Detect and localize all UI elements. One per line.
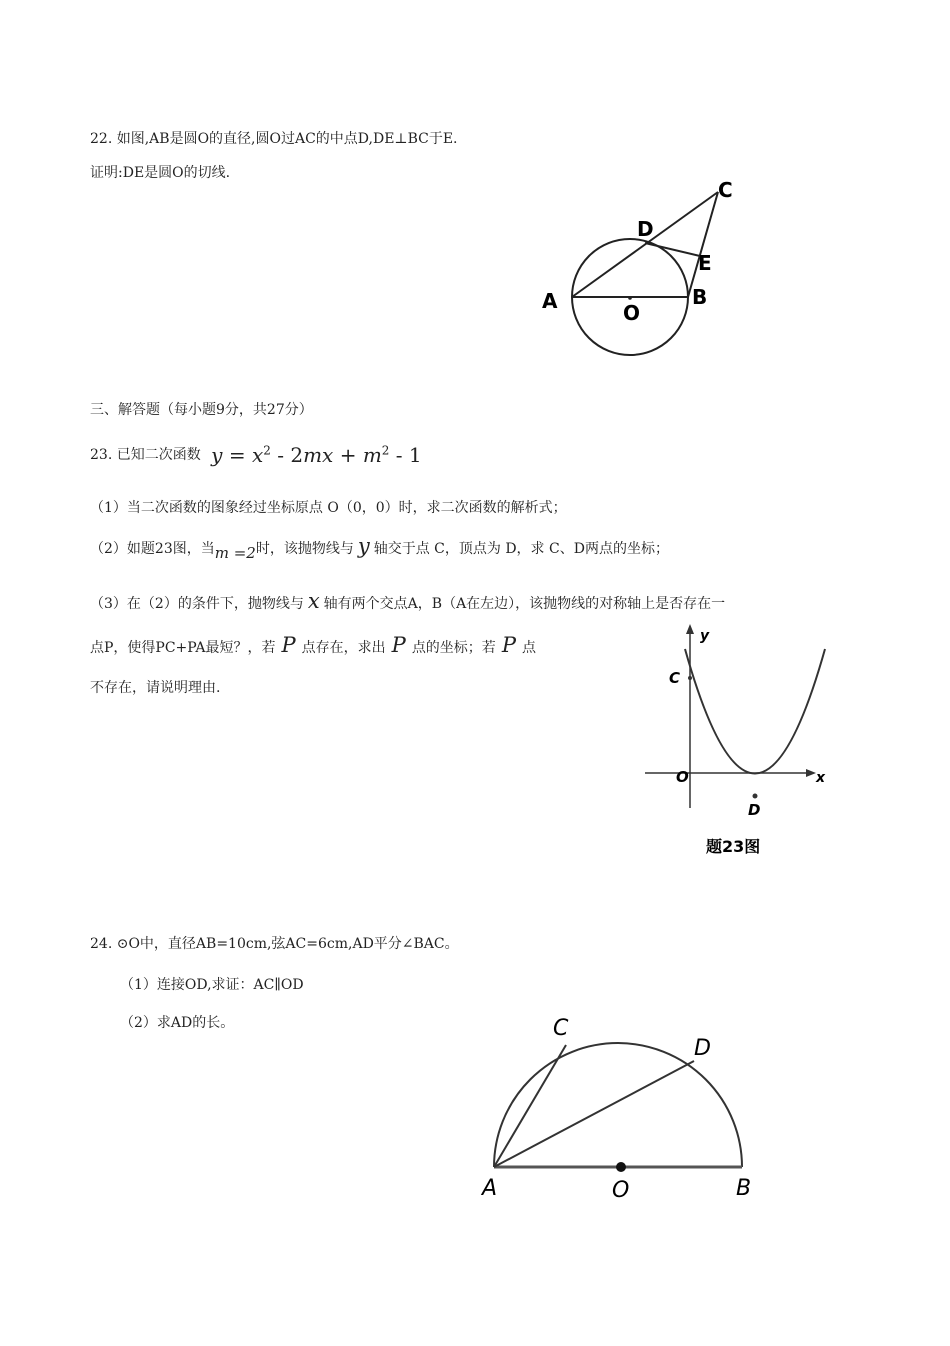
axis-label-y: y (700, 628, 710, 644)
chord-ad (494, 1061, 694, 1167)
axis-label-x: x (816, 770, 826, 786)
label-a: A (542, 289, 558, 313)
q23-intro (90, 440, 422, 467)
q23-part3-end: 不存在，请说明理由. (90, 680, 221, 696)
q23-formula: $y = x^2 - 2mx + m^2 - 1$ (211, 443, 422, 467)
label-b: B (736, 1176, 752, 1201)
figure-caption: 题23图 (706, 837, 761, 856)
label-c: C (669, 669, 681, 687)
label-c: C (553, 1016, 569, 1041)
vertex-d (753, 794, 758, 799)
var-p: P (391, 633, 406, 657)
parabola (685, 649, 825, 774)
q22-figure (530, 170, 750, 360)
q23-part2: （2）如题23图，当m =2时，该抛物线与 y 轴交于点 C，顶点为 D，求 C、D两点的坐标； (90, 534, 669, 562)
var-x: x (307, 589, 320, 613)
label-d: D (748, 801, 761, 819)
q23-part3: （3）在（2）的条件下，抛物线与 x 轴有两个交点A，B（A在左边），该抛物线的对称轴上是否存在一 (90, 589, 726, 613)
center-dot (628, 296, 632, 300)
q23-part1: （1）当二次函数的图象经过坐标原点 O（0，0）时，求二次函数的解析式； (90, 500, 567, 516)
segment-de (645, 243, 700, 256)
q24-part2: （2）求AD的长。 (120, 1015, 235, 1031)
q22-prove: 证明:DE是圆O的切线. (90, 165, 231, 181)
x-arrow (806, 769, 816, 777)
point-c (688, 676, 692, 680)
q24-statement: 24. ⊙O中，直径AB=10cm,弦AC=6cm,AD平分∠BAC。 (90, 936, 459, 952)
label-d: D (694, 1036, 711, 1061)
m-equals-2: m =2 (214, 544, 256, 562)
label-a: A (482, 1176, 498, 1201)
segment-ac (572, 192, 718, 297)
var-p: P (501, 633, 516, 657)
q23-part3-cont: 点P，使得PC+PA最短？，若 P 点存在，求出 P 点的坐标；若 P 点 (90, 633, 536, 657)
q22-statement: 22. 如图,AB是圆O的直径,圆O过AC的中点D,DE⊥BC于E. (90, 131, 458, 147)
var-p: P (281, 633, 296, 657)
label-o: O (676, 768, 689, 786)
label-d: D (637, 217, 654, 241)
q24-part1: （1）连接OD,求证：AC∥OD (120, 977, 304, 993)
segment-cb (688, 192, 718, 297)
label-c: C (718, 178, 733, 202)
q23-figure (640, 618, 850, 863)
label-o: O (612, 1178, 630, 1203)
q23-prefix: 23. 已知二次函数 (90, 447, 201, 463)
center-dot (616, 1162, 626, 1172)
q24-figure (470, 1005, 770, 1210)
var-y: y (357, 534, 370, 558)
label-b: B (692, 285, 708, 309)
section-heading: 三、解答题（每小题9分，共27分） (90, 402, 313, 418)
label-o: O (623, 301, 641, 325)
label-e: E (698, 251, 712, 275)
y-arrow (686, 624, 694, 634)
